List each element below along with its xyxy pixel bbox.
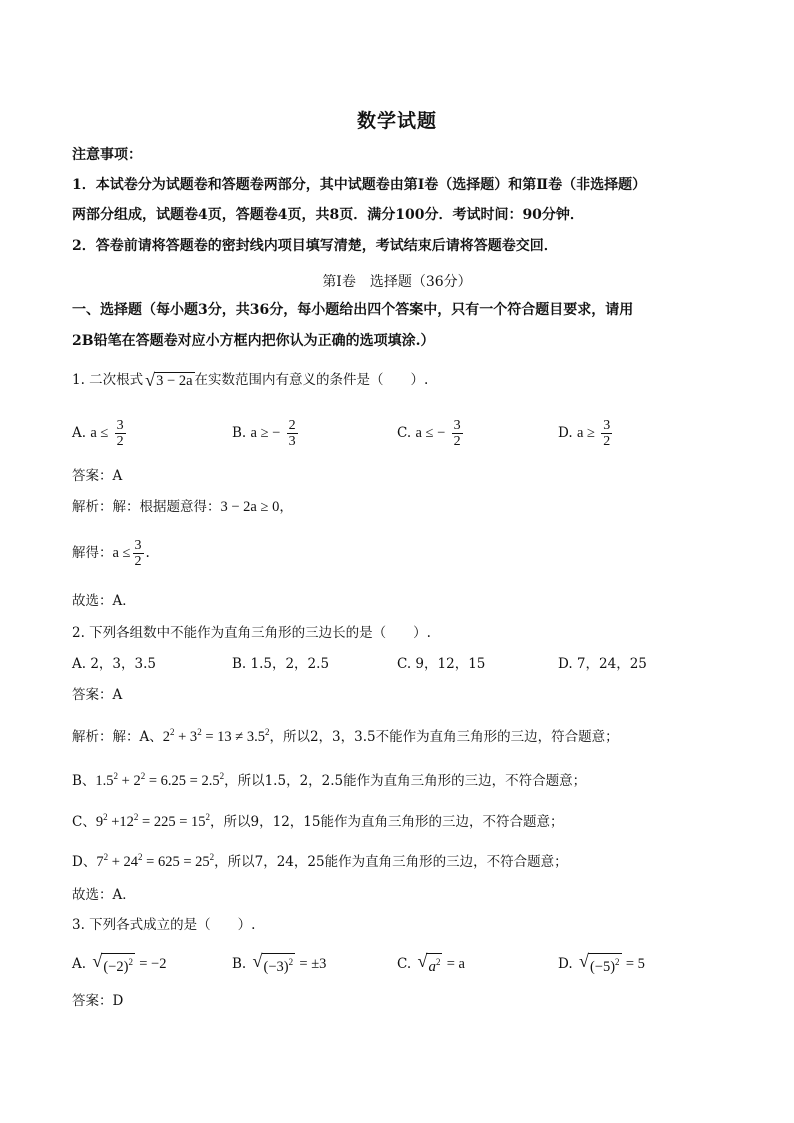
section-title: 第Ⅰ卷 选择题（36分） (322, 274, 472, 290)
q1-stem-suffix: 在实数范围内有意义的条件是（ ）. (194, 372, 429, 388)
q3-option-b (232, 953, 326, 976)
q1-option-b-rel: a ≥ − (250, 425, 281, 441)
q1-solution (72, 538, 150, 569)
fraction-denominator: 2 (453, 434, 461, 449)
fraction-numerator: 3 (116, 418, 124, 433)
q3-option-c-rhs: = a (446, 956, 465, 972)
q2-analysis-d-suffix: ，所以7，24，25能作为直角三角形的三边，不符合题意； (214, 854, 568, 870)
q1-option-b-fraction (287, 418, 298, 449)
q2-analysis-a-prefix: 解析：解：A、 (72, 729, 163, 745)
q1-analysis-math: 3 − 2a ≥ 0 (220, 499, 280, 515)
q2-analysis-c-math: $9^2 +12^2 = 225 = 15^2$ (95, 812, 211, 830)
q3-option-d (558, 953, 645, 976)
q1-answer: 答案：A (72, 468, 123, 484)
q2-analysis-b-prefix: B、 (72, 773, 96, 789)
radical-sign-icon: √ (252, 951, 263, 971)
fraction-denominator: 3 (288, 434, 296, 449)
part1-instruction-line-2: 2B铅笔在答题卷对应小方框内把你认为正确的选项填涂.） (72, 333, 435, 349)
q1-option-c-label: C. (397, 425, 412, 441)
q3-option-d-radical (579, 953, 622, 976)
q3-option-a (72, 953, 166, 976)
q2-choose: 故选：A． (72, 887, 136, 903)
q1-option-b-label: B. (232, 425, 247, 441)
radical-sign-icon: √ (145, 369, 156, 390)
q3-option-a-label: A. (72, 956, 87, 972)
page-title: 数学试题 (356, 110, 437, 132)
radical-sign-icon: √ (92, 951, 103, 971)
q2-option-d: D. 7，24，25 (558, 656, 647, 672)
q3-stem: 3. 下列各式成立的是（ ）. (72, 917, 256, 933)
q2-analysis-d-prefix: D、 (72, 854, 97, 870)
q3-option-a-radicand: $(-2)^2$ (101, 953, 135, 976)
q1-option-c (397, 418, 465, 449)
q3-option-c (397, 953, 465, 976)
q3-option-c-radicand: $a^2$ (426, 953, 442, 976)
q3-option-a-radical (92, 953, 135, 976)
q2-analysis-a-math: $2^2 + 3^2 = 13 \ne 3.5^2$ (162, 727, 270, 745)
q2-analysis-b (72, 767, 586, 790)
fraction-denominator: 2 (134, 554, 142, 569)
q1-analysis (72, 498, 293, 516)
q3-option-d-radicand: $(-5)^2$ (588, 953, 622, 976)
q2-analysis-c-suffix: ，所以9，12，15能作为直角三角形的三边，不符合题意； (210, 814, 564, 830)
fraction-numerator: 2 (288, 418, 296, 433)
q1-option-a (72, 418, 128, 449)
q3-option-b-rhs: = ±3 (299, 956, 327, 972)
radical-sign-icon: √ (417, 951, 428, 971)
q3-option-b-radicand: $(-3)^2$ (262, 953, 296, 976)
q2-option-b: B. 1.5，2，2.5 (232, 656, 330, 672)
fraction-denominator: 2 (116, 434, 124, 449)
q2-analysis-a (72, 723, 619, 746)
notice-item-1-line-2: 两部分组成，试题卷4页，答题卷4页，共8页．满分100分．考试时间：90分钟． (72, 207, 584, 223)
radical-sign-icon: √ (578, 951, 589, 971)
part1-instruction-line-1: 一、选择题（每小题3分，共36分，每小题给出四个答案中，只有一个符合题目要求，请用 (72, 302, 634, 318)
q1-solution-rel: a ≤ (112, 545, 131, 561)
fraction-numerator: 3 (603, 418, 611, 433)
q1-option-a-fraction (115, 418, 126, 449)
q2-analysis-a-suffix: ，所以2，3，3.5不能作为直角三角形的三边，符合题意； (269, 729, 619, 745)
q1-stem-prefix: 1. 二次根式 (72, 372, 144, 388)
notice-item-1-line-1: 1．本试卷分为试题卷和答题卷两部分，其中试题卷由第Ⅰ卷（选择题）和第Ⅱ卷（非选择题） (72, 177, 647, 193)
q3-option-c-radical (417, 953, 442, 976)
q2-answer: 答案：A (72, 687, 123, 703)
q1-option-c-rel: a ≤ − (415, 425, 446, 441)
q1-choose: 故选：A． (72, 593, 136, 609)
fraction-denominator: 2 (603, 434, 611, 449)
q1-analysis-prefix: 解析：解：根据题意得： (72, 499, 221, 515)
q1-stem (72, 371, 428, 390)
q3-option-b-radical (253, 953, 296, 976)
q3-option-b-label: B. (232, 956, 247, 972)
q3-option-d-rhs: = 5 (625, 956, 645, 972)
notice-item-2: 2．答卷前请将答题卷的密封线内项目填写清楚，考试结束后请将答题卷交回． (72, 238, 558, 254)
q1-radical (145, 369, 194, 390)
q3-option-c-label: C. (397, 956, 412, 972)
q2-analysis-b-suffix: ，所以1.5，2，2.5能作为直角三角形的三边，不符合题意； (224, 773, 587, 789)
q1-solution-prefix: 解得： (72, 545, 113, 561)
q1-radicand: 3 − 2a (156, 372, 193, 389)
q1-option-b (232, 418, 300, 449)
q1-option-d-label: D. (558, 425, 573, 441)
fraction-numerator: 3 (134, 538, 142, 553)
q1-option-c-fraction (452, 418, 463, 449)
q2-option-c: C. 9，12，15 (397, 656, 486, 672)
q1-option-a-rel: a ≤ (90, 425, 109, 441)
q1-analysis-suffix: ， (279, 499, 293, 515)
q1-option-d-rel: a ≥ (576, 425, 595, 441)
q2-analysis-c-prefix: C、 (72, 814, 96, 830)
fraction-numerator: 3 (453, 418, 461, 433)
q3-answer: 答案：D (72, 993, 124, 1009)
q1-solution-suffix: . (145, 545, 150, 561)
q2-stem: 2. 下列各组数中不能作为直角三角形的三边长的是（ ）. (72, 625, 431, 641)
q2-analysis-c (72, 808, 563, 831)
notice-heading: 注意事项： (72, 147, 142, 163)
q1-solution-fraction (133, 538, 144, 569)
q3-option-d-label: D. (558, 956, 573, 972)
q1-option-d-fraction (601, 418, 612, 449)
q1-option-d (558, 418, 614, 449)
q2-option-a: A. 2，3，3.5 (72, 656, 156, 672)
q2-analysis-d-math: $7^2 + 24^2 = 625 = 25^2$ (96, 852, 215, 870)
q2-analysis-d (72, 848, 568, 871)
q2-analysis-b-math: $1.5^2 + 2^2 = 6.25 = 2.5^2$ (95, 771, 225, 789)
q3-option-a-rhs: = −2 (139, 956, 167, 972)
q1-option-a-label: A. (72, 425, 87, 441)
